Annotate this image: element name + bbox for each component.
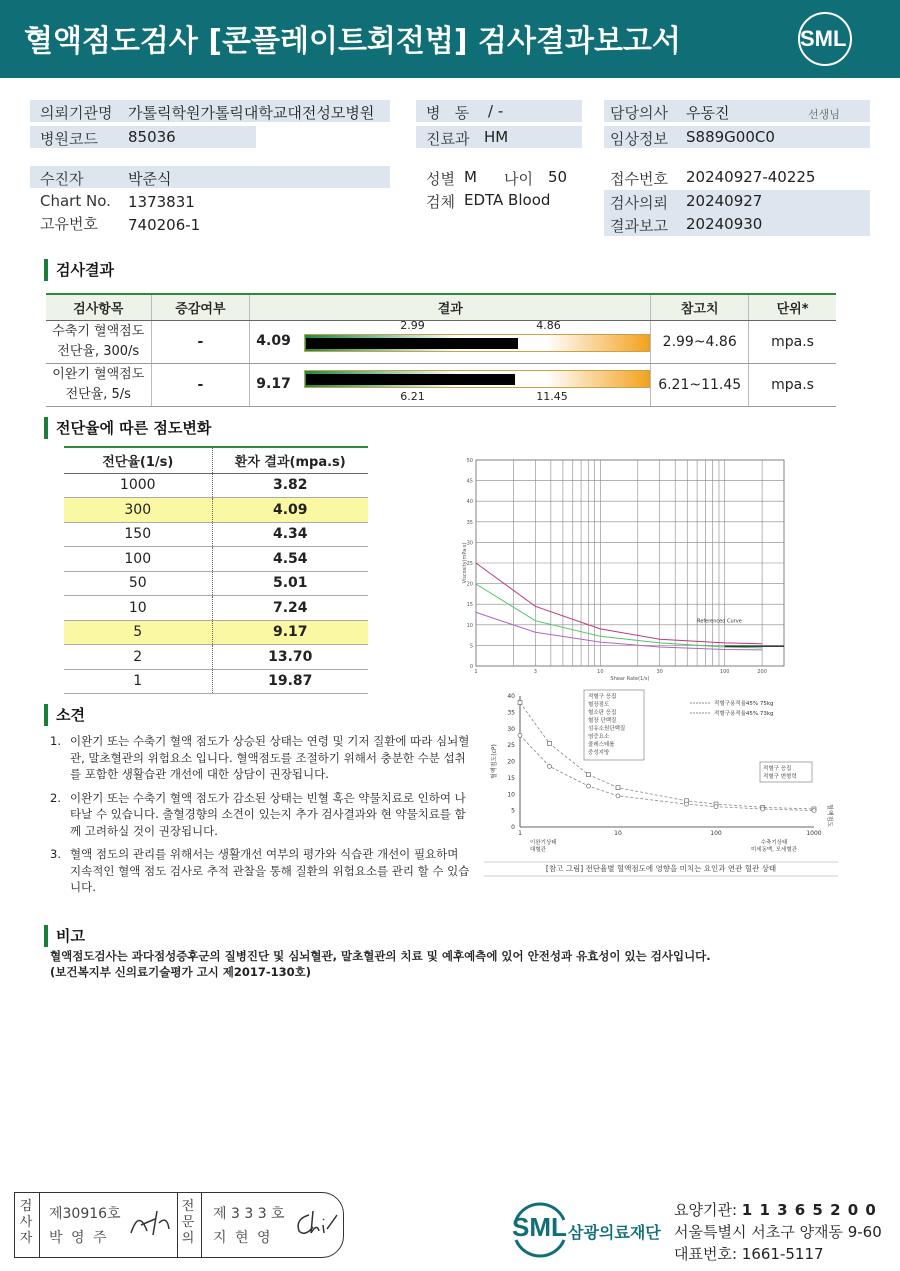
table-row [64, 620, 368, 645]
right-bottom-label: 미세동맥, 모세혈관 [750, 847, 798, 853]
y-tick-label: 10 [466, 622, 473, 629]
viscosity-value-cell: 13.70 [212, 645, 368, 670]
table-row [64, 571, 368, 596]
side-label: 혈액점도 [826, 804, 833, 828]
shear-rate-cell: 100 [64, 547, 212, 572]
data-point [616, 794, 620, 798]
ref-high-label: 4.86 [536, 318, 561, 332]
x-tick-label: 10 [597, 669, 604, 675]
report-label: 결과보고 [610, 217, 668, 235]
factor-label: 콜레스테롤 [588, 742, 615, 748]
viscosity-value-cell: 5.01 [212, 571, 368, 596]
viscosity-value-cell: 4.09 [212, 498, 368, 523]
chart-value: 1373831 [128, 193, 195, 211]
uid-label: 고유번호 [40, 215, 98, 233]
y-tick-label: 0 [469, 664, 473, 670]
footer-code-value: 1 1 3 6 5 2 0 0 [741, 1201, 877, 1219]
shear-rate-cell: 150 [64, 522, 212, 547]
table-row [64, 547, 368, 572]
table-row [64, 596, 368, 621]
bar-fill [306, 338, 518, 349]
chart-caption: [참고 그림] 전단율별 혈액점도에 영향을 미치는 요인과 연관 혈관 상태 [545, 864, 777, 873]
shear-rate-cell: 300 [64, 498, 212, 523]
ward-label: 병 동 [426, 104, 470, 122]
patient-row [30, 166, 390, 188]
x-tick-label: 30 [656, 669, 663, 675]
results-header: 증감여부 [151, 294, 250, 320]
test-item-rate: 전단율, 5/s [65, 386, 131, 402]
dept-label: 진료과 [426, 130, 470, 148]
list-item [50, 790, 470, 840]
factor-label: 적혈구 응집 [588, 694, 617, 700]
item-number: 2. [50, 790, 61, 805]
x-tick-label: 1 [474, 669, 478, 675]
left-bottom-label: 이완기상태 [530, 840, 557, 846]
remark-section-title: 비고 [44, 925, 85, 947]
list-item [50, 846, 470, 896]
ref-low-label: 2.99 [400, 318, 425, 332]
flag-value: - [151, 363, 250, 406]
specialist-name: 지 현 영 [213, 1230, 273, 1246]
footer-phone-label: 대표번호: [674, 1245, 738, 1263]
factor-label: 중성지방 [588, 750, 610, 756]
viscosity-section-title: 전단율에 따른 점도변화 [44, 417, 211, 439]
factor-label: 혈장점도 [588, 702, 610, 708]
y-tick-label: 5 [469, 643, 473, 650]
left-bottom-label: 대혈관 [530, 847, 546, 853]
test-item-name: 수축기 혈액점도 [52, 323, 145, 339]
right-bottom-label: 수축기상태 [760, 840, 788, 846]
results-header: 단위* [749, 294, 836, 320]
age-label: 나이 [504, 170, 533, 188]
y-axis-label: Viscosity(mPa·s) [462, 542, 468, 584]
footer-logo-text: SML [512, 1212, 567, 1242]
results-table [46, 293, 836, 407]
x-tick-label: 1 [518, 830, 522, 837]
data-point [548, 741, 552, 745]
item-number: 1. [50, 734, 61, 748]
unit: mpa.s [749, 320, 836, 363]
data-point [616, 786, 620, 790]
y-tick-label: 50 [466, 458, 473, 464]
inspector-label: 검사자 [19, 1199, 33, 1246]
patient-value: 박준식 [128, 170, 172, 188]
factor-label: 혈장 단백질 [588, 718, 617, 724]
results-section-title: 검사결과 [44, 259, 114, 281]
list-item [50, 733, 470, 783]
table-row [46, 363, 836, 406]
y-tick-label: 35 [507, 709, 515, 717]
data-point [518, 701, 522, 705]
viscosity-value-cell: 4.54 [212, 547, 368, 572]
footer-code-label: 요양기관: [674, 1201, 738, 1219]
specimen-value: EDTA Blood [464, 191, 551, 209]
ward-value: / - [488, 102, 504, 120]
dept-value: HM [484, 128, 509, 146]
receipt-label: 접수번호 [610, 170, 668, 188]
table-row [64, 645, 368, 670]
y-tick-label: 0 [511, 824, 515, 831]
shear-rate-cell: 50 [64, 571, 212, 596]
y-tick-label: 20 [466, 581, 473, 588]
result-value: 4.09 [256, 332, 291, 349]
specialist-label: 전문의 [181, 1199, 195, 1246]
data-point [812, 809, 816, 813]
legend-label: 적혈구용적율45% 73kg [714, 711, 774, 717]
viscosity-value-cell: 7.24 [212, 596, 368, 621]
data-point [586, 784, 590, 788]
y-tick-label: 40 [507, 693, 515, 700]
test-item-name: 이완기 혈액점도 [52, 366, 145, 382]
data-point [518, 733, 522, 737]
receipt-value: 20240927-40225 [686, 168, 816, 186]
ref-high-label: 11.45 [536, 389, 568, 403]
shear-rate-cell: 5 [64, 620, 212, 645]
y-tick-label: 5 [511, 807, 515, 815]
x-tick-label: 3 [533, 669, 537, 675]
y-tick-label: 30 [507, 725, 515, 733]
footer-org-name: 삼광의료재단 [568, 1223, 661, 1242]
factor2-label: 적혈구 응집 [763, 766, 792, 772]
y-tick-label: 25 [507, 742, 515, 750]
viscosity-curve-chart [458, 454, 788, 684]
report-title: 혈액점도검사 [콘플레이트회전법] 검사결과보고서 [24, 24, 681, 59]
ref-low-label: 6.21 [400, 389, 425, 403]
hospital-label: 의뢰기관명 [40, 104, 113, 122]
opinion-list [50, 733, 470, 903]
clinical-value: S889G00C0 [686, 128, 775, 146]
sex-value: M [464, 168, 477, 186]
footer-code [674, 1199, 877, 1220]
table-row [46, 320, 836, 363]
y-tick-label: 35 [466, 519, 473, 526]
inspector-signature-icon [127, 1205, 175, 1241]
clinical-label: 임상정보 [610, 130, 668, 148]
x-tick-label: 100 [710, 830, 722, 837]
item-text: 혈액 점도의 관리를 위해서는 생활개선 여부의 평가와 식습관 개선이 필요하며 지속적인 혈액 점도 검사로 추적 관찰을 통해 질환의 위험요소를 관리 할 수 있습니다. [70, 847, 470, 894]
y-tick-label: 45 [466, 478, 473, 485]
results-header: 결과 [250, 294, 651, 320]
ref-range: 6.21~11.45 [651, 363, 749, 406]
test-item-rate: 전단율, 300/s [57, 343, 140, 359]
result-value: 9.17 [256, 375, 291, 392]
viscosity-value-cell: 19.87 [212, 669, 368, 694]
legend-label: 적혈구용적율45% 75kg [714, 701, 774, 707]
table-row [64, 669, 368, 694]
footer-address: 서울특별시 서초구 양재동 9-60 [674, 1223, 882, 1241]
x-tick-label: 10 [614, 830, 622, 837]
results-header: 참고치 [651, 294, 749, 320]
annotation-label: Referenced Curve [697, 618, 742, 625]
data-point [714, 805, 718, 809]
y-tick-label: 15 [466, 602, 473, 609]
hospital-value: 가톨릭학원가톨릭대학교대전성모병원 [128, 104, 375, 122]
data-point [684, 802, 688, 806]
uid-value: 740206-1 [128, 216, 201, 234]
sml-logo-text: SML [800, 26, 847, 51]
remark-line: (보건복지부 신의료기술평가 고시 제2017-130호) [50, 965, 312, 979]
factor2-label: 적혈구 변형력 [763, 774, 797, 780]
shear-rate-cell: 2 [64, 645, 212, 670]
y-tick-label: 25 [466, 561, 473, 567]
bar-fill [306, 374, 515, 385]
table-row [64, 473, 368, 498]
remark-line: 혈액점도검사는 과다점성증후군의 질병진단 및 심뇌혈관, 말초혈관의 치료 및 예후예측에 있어 안전성과 유효성이 있는 검사입니다. [50, 949, 711, 963]
factor-label: 섬유소원단백질 [588, 726, 626, 732]
doctor-value: 우동진 [686, 104, 730, 122]
y-tick-label: 30 [466, 540, 473, 547]
report-value: 20240930 [686, 215, 763, 233]
x-tick-label: 100 [719, 669, 730, 675]
viscosity-header: 전단율(1/s) [64, 447, 212, 473]
report-header [0, 0, 900, 78]
data-point [586, 773, 590, 777]
shear-rate-cell: 10 [64, 596, 212, 621]
item-text: 이완기 또는 수축기 혈액 점도가 상승된 상태는 연령 및 기저 질환에 따라 심뇌혈관, 말초혈관의 위험요소 입니다. 혈액점도를 조절하기 위해서 충분한 수분 섭취를 포함한 생활습관 개선에 대한 상담이 권장됩니다. [70, 734, 470, 781]
doctor-suffix: 선생님 [808, 108, 840, 121]
result-bar [256, 364, 650, 406]
specimen-label: 검체 [426, 193, 455, 211]
specialist-signature-icon [293, 1205, 339, 1241]
inspector-name: 박 영 주 [49, 1230, 109, 1246]
x-axis-label: Shear Rate(1/s) [610, 676, 650, 682]
chart-label: Chart No. [40, 192, 111, 210]
signature-block [14, 1192, 344, 1258]
table-row [64, 522, 368, 547]
viscosity-header: 환자 결과(mpa.s) [212, 447, 368, 473]
shear-rate-cell: 1 [64, 669, 212, 694]
viscosity-value-cell: 4.34 [212, 522, 368, 547]
factor-label: 혈소판 응집 [588, 710, 617, 716]
y-tick-label: 20 [507, 758, 515, 766]
results-header: 검사항목 [46, 294, 151, 320]
item-number: 3. [50, 847, 61, 861]
specialist-number: 제 3 3 3 호 [213, 1206, 285, 1222]
item-text: 이완기 또는 수축기 혈액 점도가 감소된 상태는 빈혈 혹은 약물치료로 인하여 나타날 수 있습니다. 출혈경향의 소견이 있는지 추가 검사결과와 현 약물치료를 함께 고려하실 것이 권장됩니다. [70, 790, 466, 838]
y-tick-label: 10 [507, 791, 515, 799]
table-row [64, 498, 368, 523]
viscosity-value-cell: 3.82 [212, 473, 368, 498]
viscosity-value-cell: 9.17 [212, 620, 368, 645]
reference-figure-chart [484, 688, 838, 878]
inspector-number: 제30916호 [49, 1206, 121, 1222]
flag-value: - [151, 320, 250, 363]
series-line [520, 703, 814, 809]
unit: mpa.s [749, 363, 836, 406]
result-bar [256, 318, 650, 363]
factor-label: 염증요소 [588, 734, 610, 740]
patient-label: 수진자 [40, 170, 84, 188]
footer-phone [674, 1243, 824, 1264]
request-label: 검사의뢰 [610, 194, 668, 212]
doctor-label: 담당의사 [610, 104, 668, 122]
y-tick-label: 15 [507, 774, 515, 782]
code-value: 85036 [128, 128, 176, 146]
opinion-section-title: 소견 [44, 704, 85, 726]
x-tick-label: 200 [757, 669, 767, 675]
shear-rate-cell: 1000 [64, 473, 212, 498]
request-value: 20240927 [686, 192, 763, 210]
remark-text [50, 948, 711, 980]
age-value: 50 [548, 168, 568, 186]
sex-label: 성별 [426, 170, 455, 188]
x-tick-label: 1000 [806, 830, 822, 837]
y-axis-label: 혈액점도(cP) [491, 744, 498, 779]
code-label: 병원코드 [40, 130, 98, 148]
ref-range: 2.99~4.86 [651, 320, 749, 363]
data-point [548, 764, 552, 768]
y-tick-label: 40 [466, 499, 473, 506]
viscosity-table [64, 446, 368, 694]
footer-phone-value: 1661-5117 [741, 1245, 824, 1263]
data-point [761, 807, 765, 811]
